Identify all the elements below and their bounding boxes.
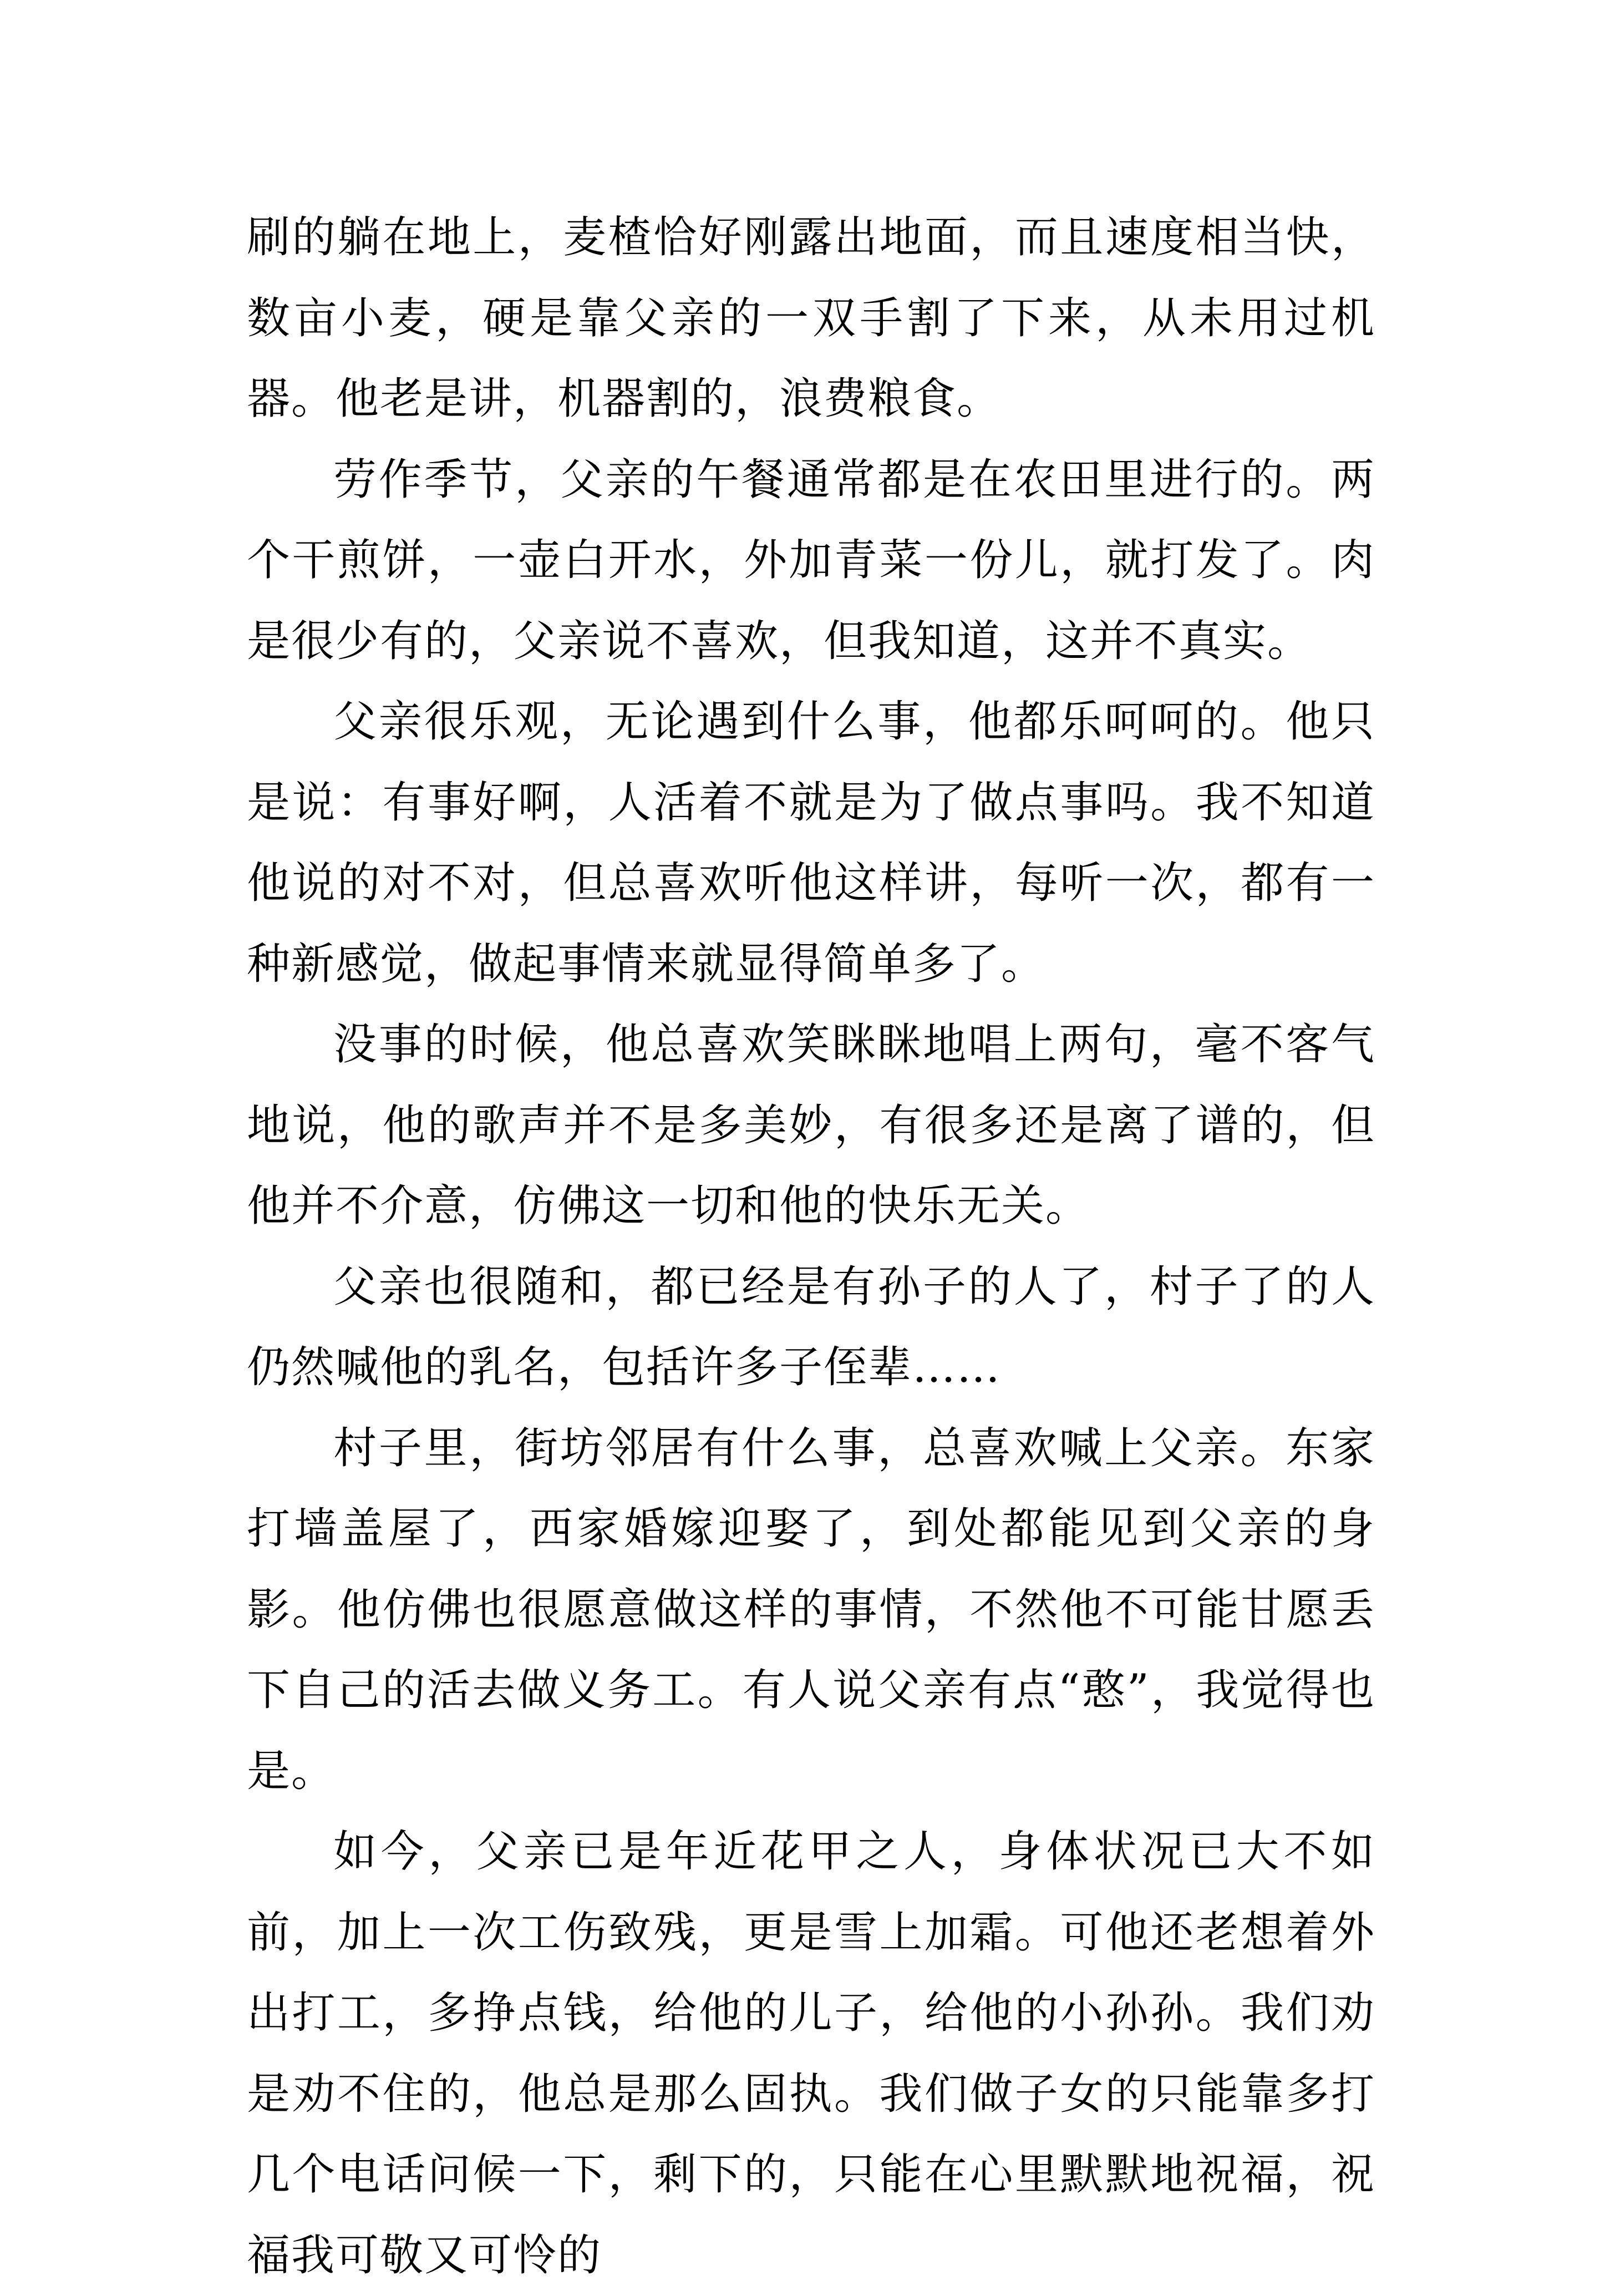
body-text (247, 197, 1375, 2296)
paragraph-1: 刷的躺在地上，麦楂恰好刚露出地面，而且速度相当快，数亩小麦，硬是靠父亲的一双手割了下来，从未用过机器。他老是讲，机器割的，浪费粮食。 (247, 212, 1375, 424)
paragraph-4: 没事的时候，他总喜欢笑眯眯地唱上两句，毫不客气地说，他的歌声并不是多美妙，有很多还是离了谱的，但他并不介意，仿佛这一切和他的快乐无关。 (247, 1020, 1375, 1231)
paragraph-2: 劳作季节，父亲的午餐通常都是在农田里进行的。两个干煎饼，一壶白开水，外加青菜一份儿，就打发了。肉是很少有的，父亲说不喜欢，但我知道，这并不真实。 (247, 454, 1375, 666)
paragraph-3: 父亲很乐观，无论遇到什么事，他都乐呵呵的。他只是说：有事好啊，人活着不就是为了做点事吗。我不知道他说的对不对，但总喜欢听他这样讲，每听一次，都有一种新感觉，做起事情来就显得简单多了。 (247, 697, 1375, 989)
paragraph-7: 如今，父亲已是年近花甲之人，身体状况已大不如前，加上一次工伤致残，更是雪上加霜。可他还老想着外出打工，多挣点钱，给他的儿子，给他的小孙孙。我们劝是劝不住的，他总是那么固执。我们做子女的只能靠多打几个电话问候一下，剩下的，只能在心里默默地祝福，祝福我可敬又可怜的 (247, 1827, 1375, 2280)
paragraph-5: 父亲也很随和，都已经是有孙子的人了，村子了的人仍然喊他的乳名，包括许多子侄辈…… (247, 1261, 1375, 1392)
paragraph-6: 村子里，街坊邻居有什么事，总喜欢喊上父亲。东家打墙盖屋了，西家婚嫁迎娶了，到处都能见到父亲的身影。他仿佛也很愿意做这样的事情，不然他不可能甘愿丢下自己的活去做义务工。有人说父亲有点“憨”，我觉得也是。 (247, 1423, 1375, 1796)
